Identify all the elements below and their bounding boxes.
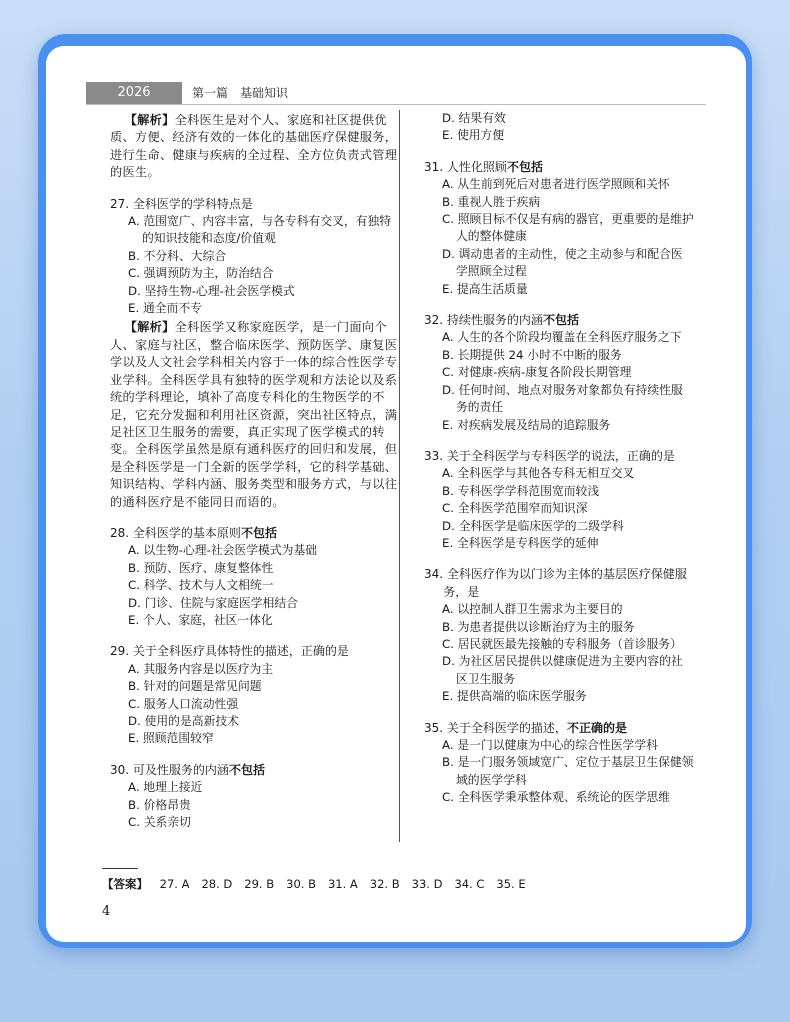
question-number: 29.: [110, 644, 130, 659]
question-text: 全科医疗作为以门诊为主体的基层医疗保健服务，是: [443, 567, 687, 599]
answer-option: E. 通全而不专: [128, 301, 202, 316]
analysis-text: 全科医学又称家庭医学，是一门面向个人、家庭与社区，整合临床医学、预防医学、康复医学以及人文社会学科相关内容于一体的综合性医学专业学科。全科医学具有独特的医学观和方法论以及系统的学科理论，填补了高度专科化的生物医学的不足，它充分发掘和利用社区资源，突出社区特点，满足社区卫生服务的需要，真正实现了医学模式的转变。全科医学虽然是原有通科医疗的回归和发展，但是全科医学是一门全新的医学学科，它的科学基础、知识结构、学科内涵、服务类型和服务方式，与以往的通科医疗是不能同日而语的。: [110, 320, 398, 509]
answer-option: B. 专科医学学科范围宽而较浅: [442, 483, 600, 498]
question-q30: [110, 762, 400, 832]
answer-option: B. 不分科、大综合: [128, 248, 227, 263]
answer-option: E. 提高生活质量: [442, 281, 528, 296]
answer-option: C. 服务人口流动性强: [128, 696, 239, 711]
answer-option: C. 全科医学秉承整体观、系统论的医学思维: [442, 790, 671, 805]
answer-option: C. 居民就医最先接触的专科服务（首诊服务）: [442, 636, 682, 651]
answer-key: [102, 876, 538, 892]
question-text: 全科医学的学科特点是: [132, 196, 253, 211]
question-q33: [424, 448, 694, 552]
question-number: 28.: [110, 525, 130, 540]
question-title: [424, 448, 694, 465]
question-number: 33.: [424, 448, 444, 463]
answer-option: A. 全科医学与其他各专科无相互交叉: [442, 466, 635, 481]
answer-option: D. 使用的是高新技术: [128, 714, 239, 728]
question-text: 关于全科医学的描述，: [446, 720, 567, 735]
answer-option: B. 长期提供 24 小时不中断的服务: [442, 347, 622, 362]
question-q30-cont: [424, 110, 694, 145]
answer-option: E. 个人、家庭，社区一体化: [128, 612, 273, 627]
answer-option: E. 全科医学是专科医学的延伸: [442, 535, 599, 550]
answer-option: C. 全科医学范围窄而知识深: [442, 501, 588, 516]
analysis-text: 全科医生是对个人、家庭和社区提供优质、方便、经济有效的一体化的基础医疗保健服务，进行生命、健康与疾病的全过程、全方位负责式管理的医生。: [110, 113, 398, 180]
answer-option: D. 调动患者的主动性，使之主动参与和配合医学照顾全过程: [442, 246, 683, 279]
answer-option: D. 任何时间、地点对服务对象都负有持续性服务的责任: [442, 382, 683, 415]
answer-option: B. 重视人胜于疾病: [442, 194, 541, 209]
question-text: 关于全科医疗具体特性的描述，正确的是: [132, 644, 349, 659]
answer-item: 33. D: [411, 877, 443, 891]
answer-option: A. 以生物-心理-社会医学模式为基础: [128, 543, 318, 558]
answer-item: 34. C: [454, 877, 485, 891]
book-page: [46, 46, 746, 942]
question-title: [424, 159, 694, 176]
answer-option: A. 其服务内容是以医疗为主: [128, 661, 274, 676]
question-title: [424, 720, 694, 737]
answer-option: D. 全科医学是临床医学的二级学科: [442, 518, 624, 533]
page-header: [86, 82, 706, 104]
answer-option: D. 为社区居民提供以健康促进为主要内容的社区卫生服务: [442, 654, 683, 686]
answer-option: C. 强调预防为主，防治结合: [128, 266, 274, 281]
year-badge: 2026: [86, 82, 182, 104]
question-number: 32.: [424, 313, 444, 328]
answer-option: C. 对健康-疾病-康复各阶段长期管理: [442, 365, 632, 380]
answer-item: 30. B: [286, 877, 316, 891]
answer-option: C. 科学、技术与人文相统一: [128, 578, 274, 593]
question-number: 27.: [110, 196, 130, 211]
answer-option: A. 范围宽广、内容丰富，与各专科有交叉，有独特的知识技能和态度/价值观: [128, 214, 392, 246]
question-q26-analysis: [110, 112, 400, 182]
question-emphasis: 不包括: [240, 525, 277, 540]
answer-option: E. 提供高端的临床医学服务: [442, 689, 587, 704]
answer-option: A. 从生前到死后对患者进行医学照顾和关怀: [442, 177, 670, 192]
question-text: 可及性服务的内涵: [132, 762, 229, 777]
answer-item: 28. D: [201, 877, 233, 891]
question-title: [110, 525, 400, 542]
question-title: [424, 312, 694, 329]
answer-item: 29. B: [244, 877, 275, 891]
answer-option: B. 预防、医疗、康复整体性: [128, 560, 274, 575]
question-emphasis: 不包括: [542, 313, 579, 328]
question-number: 34.: [424, 567, 444, 582]
answer-option: E. 使用方便: [442, 128, 505, 143]
question-number: 31.: [424, 159, 444, 174]
answer-option: D. 门诊、住院与家庭医学相结合: [128, 595, 298, 610]
question-emphasis: 不包括: [228, 762, 265, 777]
answer-option: B. 针对的问题是常见问题: [128, 679, 262, 694]
question-title: [110, 643, 400, 660]
answer-label: 【答案】: [102, 877, 148, 891]
answer-option: E. 对疾病发展及结局的追踪服务: [442, 417, 611, 432]
question-number: 35.: [424, 720, 444, 735]
question-title: [424, 566, 694, 601]
answer-option: B. 价格昂贵: [128, 797, 191, 812]
analysis-label: 【解析】: [124, 113, 175, 127]
header-rule: [86, 104, 706, 105]
right-column: [424, 110, 694, 821]
answer-option: A. 以控制人群卫生需求为主要目的: [442, 602, 623, 617]
question-number: 30.: [110, 762, 130, 777]
answer-item: 27. A: [159, 877, 190, 891]
question-emphasis: 不包括: [506, 159, 543, 174]
answer-item: 31. A: [327, 877, 358, 891]
question-q32: [424, 312, 694, 434]
question-text: 全科医学的基本原则: [132, 525, 241, 540]
analysis-label: 【解析】: [124, 320, 175, 335]
answer-rule: [102, 868, 138, 869]
answer-option: A. 人生的各个阶段均覆盖在全科医疗服务之下: [442, 330, 682, 345]
answer-option: C. 照顾目标不仅是有病的器官，更重要的是维护人的整体健康: [442, 212, 694, 244]
question-q31: [424, 159, 694, 298]
answer-option: C. 关系亲切: [128, 815, 191, 830]
question-text: 持续性服务的内涵: [446, 313, 543, 328]
question-q29: [110, 643, 400, 747]
answer-option: D. 结果有效: [442, 111, 506, 125]
answer-option: E. 照顾范围较窄: [128, 731, 214, 746]
left-column: [110, 110, 400, 845]
question-title: [110, 196, 400, 213]
question-text: 人性化照顾: [446, 159, 507, 174]
answer-option: A. 是一门以健康为中心的综合性医学学科: [442, 738, 658, 752]
question-q34: [424, 566, 694, 705]
page-number: 4: [102, 904, 111, 919]
section-title: 第一篇 基础知识: [192, 86, 289, 100]
answer-item: 35. E: [496, 877, 526, 891]
question-q35: [424, 720, 694, 807]
answer-option: B. 为患者提供以诊断治疗为主的服务: [442, 619, 635, 634]
answer-option: B. 是一门服务领域宽广、定位于基层卫生保健领域的医学学科: [442, 755, 694, 787]
answer-option: A. 地理上接近: [128, 780, 203, 795]
question-q27: [110, 196, 400, 511]
question-emphasis: 不正确的是: [566, 720, 627, 735]
answer-option: D. 坚持生物-心理-社会医学模式: [128, 283, 295, 298]
question-text: 关于全科医学与专科医学的说法，正确的是: [446, 448, 675, 463]
analysis-paragraph: [110, 319, 400, 510]
answer-item: 32. B: [369, 877, 400, 891]
column-divider: [399, 110, 400, 842]
question-q28: [110, 525, 400, 629]
analysis-paragraph: [110, 112, 400, 182]
question-title: [110, 762, 400, 779]
